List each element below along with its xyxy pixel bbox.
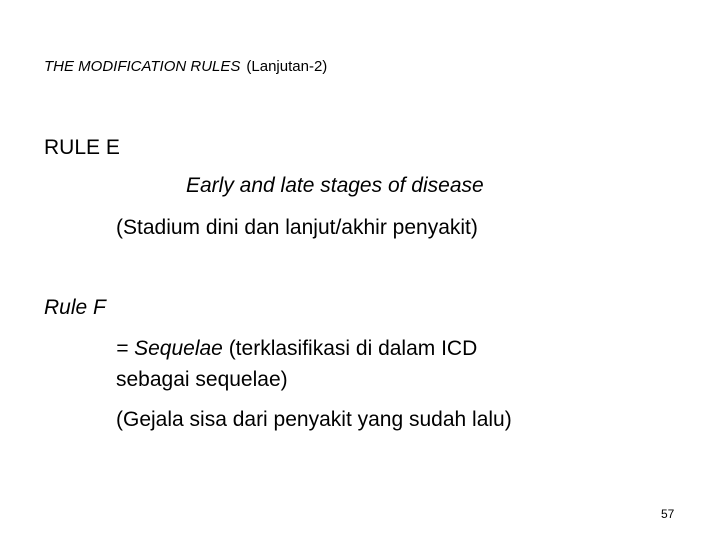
rule-f-line-3: (Gejala sisa dari penyakit yang sudah lalu) — [116, 408, 512, 431]
rule-e-indonesian-text: (Stadium dini dan lanjut/akhir penyakit) — [116, 216, 478, 239]
page-number: 57 — [661, 507, 675, 521]
slide-subtitle: (Lanjutan-2) — [246, 58, 328, 75]
rule-e-heading: RULE E — [44, 136, 120, 159]
rule-f-term: = Sequelae — [116, 337, 223, 360]
rule-f-heading: Rule F — [44, 296, 106, 319]
slide-title: THE MODIFICATION RULES — [44, 58, 241, 75]
slide-header — [44, 58, 327, 75]
rule-f-line-2: sebagai sequelae) — [116, 368, 288, 391]
rule-f-line-1 — [116, 337, 477, 361]
rule-f-line-1-rest: (terklasifikasi di dalam ICD — [222, 337, 478, 360]
rule-e-english-text: Early and late stages of disease — [186, 174, 484, 197]
